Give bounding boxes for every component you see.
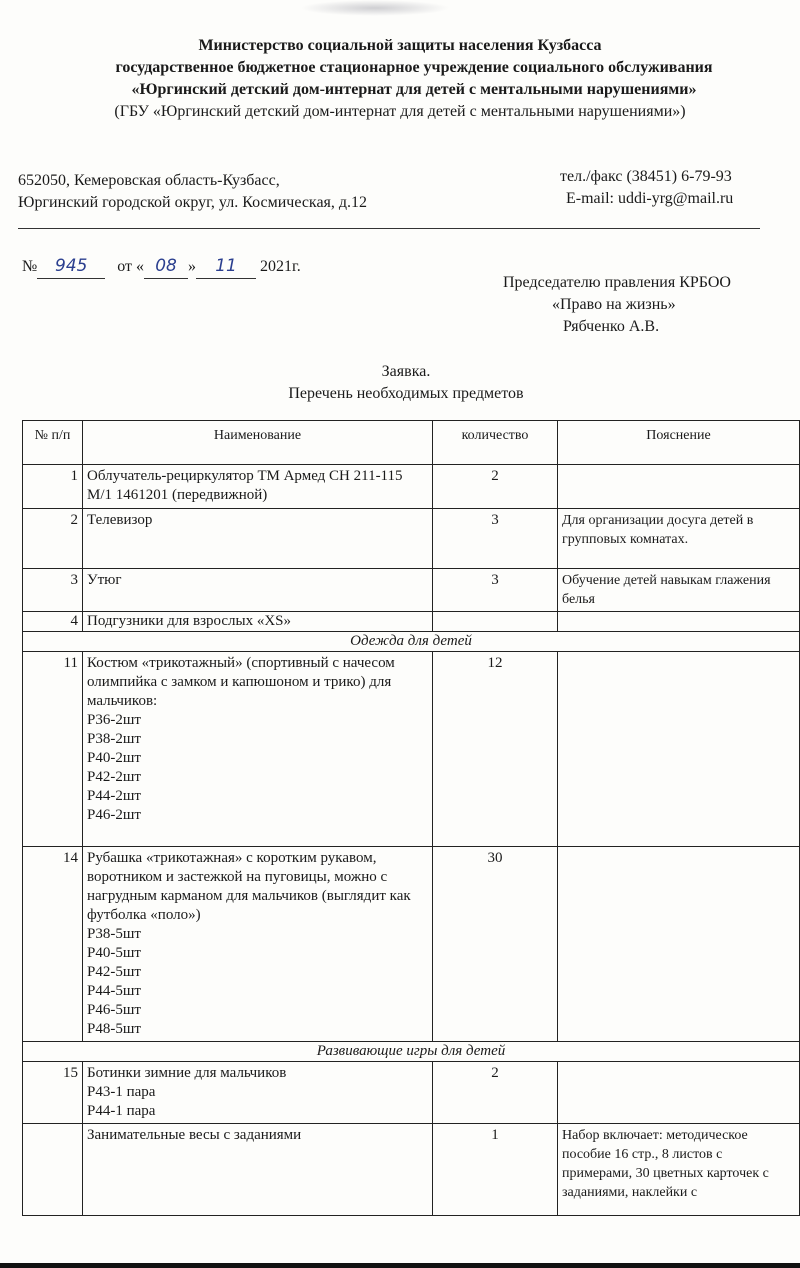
row-num: 15 [23,1062,83,1124]
header-note: Пояснение [558,421,800,465]
scan-bottom-edge [0,1263,800,1268]
section-row-games [23,1042,800,1062]
row-name [83,652,433,847]
institution-line2: «Юргинский детский дом-интернат для детей с ментальными нарушениями» [131,81,697,98]
item-description: Рубашка «трикотажная» с коротким рукавом, воротником и застежкой на пуговицы, можно с нагрудным карманом для мальчиков (выглядит как футболка «поло») [87,850,411,923]
header-qty: количество [433,421,558,465]
row-qty: 2 [433,1062,558,1124]
row-name [83,1062,433,1124]
row-note [558,612,800,632]
row-qty: 3 [433,509,558,569]
row-note [558,652,800,847]
row-name: Занимательные весы с заданиями [83,1124,433,1216]
section-title: Развивающие игры для детей [23,1042,800,1062]
size-line: Р46-5шт [87,1002,141,1018]
row-qty [433,612,558,632]
row-name: Облучатель-рециркулятор ТМ Армед СН 211-115 М/1 1461201 (передвижной) [83,465,433,509]
size-line: Р43-1 пара [87,1084,156,1100]
size-line: Р38-2шт [87,731,141,747]
row-note [558,847,800,1042]
row-note: Для организации досуга детей в групповых комнатах. [558,509,800,569]
row-note [558,465,800,509]
size-line: Р42-2шт [87,769,141,785]
date-month: 11 [215,256,237,276]
row-qty: 12 [433,652,558,847]
email: E-mail: uddi-yrg@mail.ru [566,190,734,207]
row-qty: 3 [433,569,558,612]
row-num: 2 [23,509,83,569]
item-description: Ботинки зимние для мальчиков [87,1065,287,1081]
row-note [558,1062,800,1124]
row-qty: 30 [433,847,558,1042]
row-num: 3 [23,569,83,612]
header-name: Наименование [83,421,433,465]
row-num: 4 [23,612,83,632]
row-num [23,1124,83,1216]
outgoing-number: 945 [55,256,88,276]
row-name: Подгузники для взрослых «XS» [83,612,433,632]
section-title: Одежда для детей [23,632,800,652]
size-line: Р36-2шт [87,712,141,728]
row-num: 1 [23,465,83,509]
size-line: Р44-2шт [87,788,141,804]
row-qty: 2 [433,465,558,509]
row-name: Телевизор [83,509,433,569]
size-line: Р42-5шт [87,964,141,980]
address-line2: Юргинский городской округ, ул. Космическая, д.12 [18,194,368,211]
size-line: Р38-5шт [87,926,141,942]
stamp-smudge [300,0,450,16]
registration-line [22,255,301,279]
institution-line1: государственное бюджетное стационарное учреждение социального обслуживания [115,59,713,76]
addressee-line2: «Право на жизнь» [552,296,676,313]
address-line1: 652050, Кемеровская область-Кузбасс, [18,172,280,189]
document-subtitle: Перечень необходимых предметов [288,385,524,402]
size-line: Р48-5шт [87,1021,141,1037]
phone-fax: тел./факс (38451) 6-79-93 [560,168,732,185]
items-table [22,420,800,1216]
section-row-clothing [23,632,800,652]
table-row [23,465,800,509]
row-name [83,847,433,1042]
size-line: Р46-2шт [87,807,141,823]
row-num: 14 [23,847,83,1042]
ministry-title: Министерство социальной защиты населения Кузбасса [198,37,602,54]
table-header-row [23,421,800,465]
date-from-label: от « [117,258,145,275]
size-line: Р40-5шт [87,945,141,961]
date-year: 2021г. [260,258,301,275]
table-row [23,652,800,847]
addressee-line1: Председателю правления КРБОО [503,274,731,291]
number-label: № [22,258,38,275]
size-line: Р40-2шт [87,750,141,766]
size-line: Р44-5шт [87,983,141,999]
row-name: Утюг [83,569,433,612]
institution-short-name: (ГБУ «Юргинский детский дом-интернат для детей с ментальными нарушениями») [114,103,686,120]
date-quote-close: » [188,258,197,275]
row-num: 11 [23,652,83,847]
table-row [23,509,800,569]
table-row [23,569,800,612]
table-row [23,612,800,632]
row-qty: 1 [433,1124,558,1216]
table-row [23,1124,800,1216]
document-title: Заявка. [381,363,431,380]
table-row [23,847,800,1042]
header-num: № п/п [23,421,83,465]
row-note: Обучение детей навыкам глажения белья [558,569,800,612]
date-day: 08 [155,256,177,276]
row-note: Набор включает: методическое пособие 16 стр., 8 листов с примерами, 30 цветных карточек с заданиями, наклейки с [558,1124,800,1216]
size-line: Р44-1 пара [87,1103,156,1119]
addressee-line3: Рябченко А.В. [563,318,660,335]
table-row [23,1062,800,1124]
header-divider [18,228,760,229]
item-description: Костюм «трикотажный» (спортивный с начесом олимпийка с замком и капюшоном и трико) для мальчиков: [87,655,395,709]
